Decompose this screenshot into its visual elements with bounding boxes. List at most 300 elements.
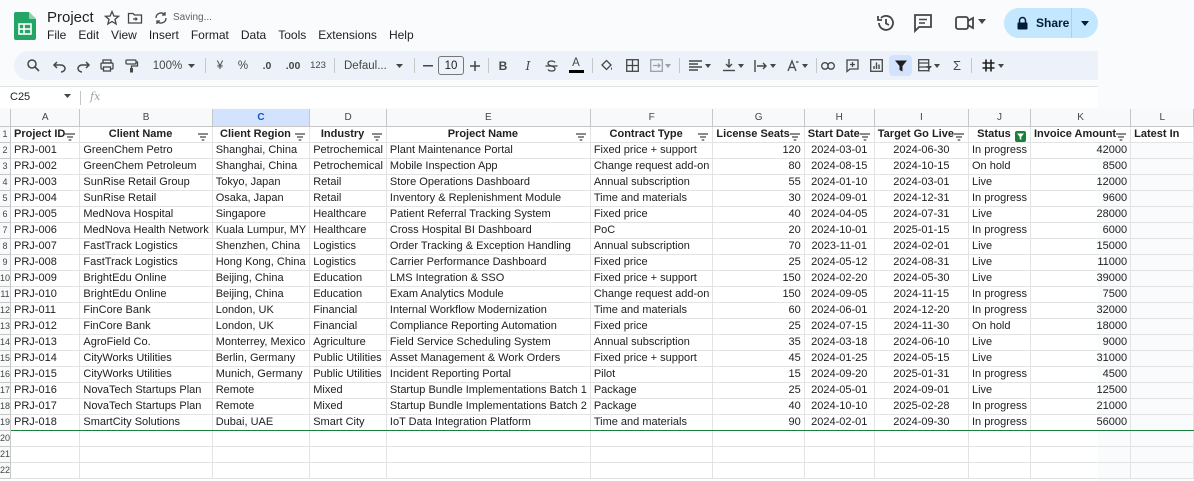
share-main-button[interactable]	[1004, 8, 1072, 38]
cell[interactable]: Cross Hospital BI Dashboard	[386, 222, 590, 238]
cell[interactable]	[1131, 430, 1194, 446]
filter-dropdown-icon[interactable]	[65, 131, 75, 146]
cell[interactable]	[212, 462, 310, 478]
cell[interactable]	[1131, 190, 1194, 206]
zoom-select[interactable]	[149, 57, 199, 74]
cell[interactable]: Fixed price	[590, 254, 713, 270]
menu-extensions[interactable]: Extensions	[318, 28, 377, 42]
cell[interactable]: Retail	[310, 174, 387, 190]
cell[interactable]: 11000	[1031, 254, 1131, 270]
cell[interactable]	[1131, 350, 1194, 366]
cell[interactable]	[80, 430, 212, 446]
header-cell[interactable]	[212, 126, 310, 142]
cell[interactable]: 2024-03-01	[874, 174, 968, 190]
cell[interactable]: FastTrack Logistics	[80, 254, 212, 270]
cell[interactable]: Public Utilities	[310, 366, 387, 382]
decrease-font-size-button[interactable]	[422, 57, 434, 74]
filter-views-button[interactable]	[916, 57, 942, 74]
meet-video-icon[interactable]	[954, 12, 976, 34]
cell[interactable]: 2024-02-01	[804, 414, 874, 430]
cell[interactable]: Financial	[310, 302, 387, 318]
row-number[interactable]: 19	[0, 414, 11, 430]
cell[interactable]: Inventory & Replenishment Module	[386, 190, 590, 206]
cell[interactable]: Petrochemical	[310, 142, 387, 158]
cell[interactable]: 2024-05-01	[804, 382, 874, 398]
functions-button[interactable]	[950, 57, 964, 74]
cell[interactable]	[968, 430, 1030, 446]
cell[interactable]: SmartCity Solutions	[80, 414, 212, 430]
cell[interactable]: In progress	[968, 414, 1030, 430]
cell[interactable]: Live	[968, 254, 1030, 270]
cell[interactable]	[80, 462, 212, 478]
cell[interactable]: Mobile Inspection App	[386, 158, 590, 174]
cell[interactable]: Live	[968, 334, 1030, 350]
row-number[interactable]: 20	[0, 430, 11, 446]
cell[interactable]	[310, 430, 387, 446]
cell[interactable]: 2024-02-20	[804, 270, 874, 286]
cell[interactable]: 12500	[1031, 382, 1131, 398]
meet-caret-icon[interactable]	[978, 19, 986, 25]
filter-dropdown-icon[interactable]	[860, 131, 870, 146]
cell[interactable]: 2024-05-12	[804, 254, 874, 270]
column-header[interactable]: E	[386, 109, 590, 126]
cell[interactable]: Time and materials	[590, 414, 713, 430]
cell[interactable]: Osaka, Japan	[212, 190, 310, 206]
cell[interactable]: 4500	[1031, 366, 1131, 382]
cell[interactable]: 80	[713, 158, 804, 174]
cell[interactable]: LMS Integration & SSO	[386, 270, 590, 286]
cell[interactable]: PRJ-010	[11, 286, 80, 302]
cell[interactable]: IoT Data Integration Platform	[386, 414, 590, 430]
cell[interactable]	[1131, 286, 1194, 302]
horizontal-align-button[interactable]	[687, 57, 713, 74]
cell[interactable]: Healthcare	[310, 206, 387, 222]
cell[interactable]	[1131, 174, 1194, 190]
cell[interactable]: Monterrey, Mexico	[212, 334, 310, 350]
cell[interactable]: Smart City	[310, 414, 387, 430]
cell[interactable]: 2024-09-30	[874, 414, 968, 430]
column-header[interactable]: B	[80, 109, 212, 126]
cell[interactable]: Internal Workflow Modernization	[386, 302, 590, 318]
row-number[interactable]: 13	[0, 318, 11, 334]
header-cell[interactable]	[874, 126, 968, 142]
cell[interactable]: MedNova Hospital	[80, 206, 212, 222]
header-cell[interactable]	[713, 126, 804, 142]
font-size-input[interactable]: 10	[438, 56, 464, 75]
cell[interactable]: 2024-06-30	[874, 142, 968, 158]
cell[interactable]: 55	[713, 174, 804, 190]
cell[interactable]: SunRise Retail Group	[80, 174, 212, 190]
cell[interactable]: Hong Kong, China	[212, 254, 310, 270]
cell[interactable]: Time and materials	[590, 302, 713, 318]
undo-button[interactable]	[51, 57, 67, 74]
row-number[interactable]: 8	[0, 238, 11, 254]
cell[interactable]: Fixed price	[590, 206, 713, 222]
cell[interactable]: Asset Management & Work Orders	[386, 350, 590, 366]
cell[interactable]: NovaTech Startups Plan	[80, 398, 212, 414]
cell[interactable]: PRJ-014	[11, 350, 80, 366]
cell[interactable]: BrightEdu Online	[80, 270, 212, 286]
cell[interactable]: Tokyo, Japan	[212, 174, 310, 190]
cell[interactable]: Berlin, Germany	[212, 350, 310, 366]
cell[interactable]: 2025-02-28	[874, 398, 968, 414]
cell[interactable]	[713, 430, 804, 446]
sheets-logo-icon[interactable]	[14, 12, 36, 40]
filter-dropdown-icon[interactable]	[295, 131, 305, 146]
cell[interactable]: 8500	[1031, 158, 1131, 174]
cell[interactable]: PoC	[590, 222, 713, 238]
cell[interactable]: Live	[968, 238, 1030, 254]
cell[interactable]: Annual subscription	[590, 238, 713, 254]
cell[interactable]	[590, 430, 713, 446]
cell[interactable]: In progress	[968, 190, 1030, 206]
cell[interactable]: 2025-01-15	[874, 222, 968, 238]
column-header[interactable]: A	[11, 109, 80, 126]
create-filter-button[interactable]	[893, 57, 909, 74]
cell[interactable]: Plant Maintenance Portal	[386, 142, 590, 158]
row-number[interactable]: 5	[0, 190, 11, 206]
cell[interactable]: Logistics	[310, 254, 387, 270]
cell[interactable]: 25	[713, 254, 804, 270]
more-options-button[interactable]	[979, 57, 1007, 74]
row-number[interactable]: 11	[0, 286, 11, 302]
cell[interactable]	[11, 430, 80, 446]
cell[interactable]: FinCore Bank	[80, 302, 212, 318]
cell[interactable]: Shenzhen, China	[212, 238, 310, 254]
cell[interactable]: Agriculture	[310, 334, 387, 350]
text-color-button[interactable]	[568, 57, 584, 74]
cell[interactable]: PRJ-003	[11, 174, 80, 190]
header-cell[interactable]	[386, 126, 590, 142]
cell[interactable]	[212, 446, 310, 462]
cell[interactable]: 30	[713, 190, 804, 206]
search-menus-button[interactable]	[25, 57, 41, 74]
cell[interactable]: 120	[713, 142, 804, 158]
row-number[interactable]: 2	[0, 142, 11, 158]
cell[interactable]	[590, 446, 713, 462]
cell[interactable]: 2024-08-31	[874, 254, 968, 270]
column-header[interactable]: D	[310, 109, 387, 126]
cell[interactable]: 2024-07-31	[874, 206, 968, 222]
cell[interactable]: 35	[713, 334, 804, 350]
cell[interactable]: PRJ-013	[11, 334, 80, 350]
cell[interactable]: Fixed price	[590, 318, 713, 334]
cell[interactable]: On hold	[968, 318, 1030, 334]
row-number[interactable]: 3	[0, 158, 11, 174]
menu-help[interactable]: Help	[388, 28, 414, 42]
column-header[interactable]: H	[804, 109, 874, 126]
cell[interactable]: 70	[713, 238, 804, 254]
filter-dropdown-icon[interactable]	[372, 131, 382, 146]
cell[interactable]: Petrochemical	[310, 158, 387, 174]
cell[interactable]: 2024-09-01	[804, 190, 874, 206]
decrease-decimal-button[interactable]	[259, 57, 275, 74]
cell[interactable]	[590, 462, 713, 478]
cell[interactable]	[1131, 334, 1194, 350]
cell[interactable]: Mixed	[310, 398, 387, 414]
cell[interactable]: 2024-01-25	[804, 350, 874, 366]
cell[interactable]: 40	[713, 206, 804, 222]
header-cell[interactable]	[310, 126, 387, 142]
menu-view[interactable]: View	[111, 28, 137, 42]
cell[interactable]: FastTrack Logistics	[80, 238, 212, 254]
cell[interactable]: In progress	[968, 142, 1030, 158]
cell[interactable]	[968, 462, 1030, 478]
cell[interactable]: In progress	[968, 286, 1030, 302]
italic-button[interactable]	[521, 57, 535, 74]
cell[interactable]: Beijing, China	[212, 270, 310, 286]
cell[interactable]: Shanghai, China	[212, 142, 310, 158]
cell[interactable]: 25	[713, 382, 804, 398]
cell[interactable]: 39000	[1031, 270, 1131, 286]
print-button[interactable]	[99, 57, 115, 74]
cell[interactable]: 42000	[1031, 142, 1131, 158]
cell[interactable]: 7500	[1031, 286, 1131, 302]
cell[interactable]: 2024-09-20	[804, 366, 874, 382]
cell[interactable]	[1031, 430, 1131, 446]
version-history-icon[interactable]	[875, 12, 897, 34]
cell[interactable]	[1131, 302, 1194, 318]
column-header[interactable]: J	[968, 109, 1030, 126]
cell[interactable]: Exam Analytics Module	[386, 286, 590, 302]
cell[interactable]	[80, 446, 212, 462]
cell[interactable]: London, UK	[212, 302, 310, 318]
select-all-corner[interactable]	[0, 109, 11, 126]
row-number[interactable]: 10	[0, 270, 11, 286]
cell[interactable]	[1131, 382, 1194, 398]
cell[interactable]: PRJ-018	[11, 414, 80, 430]
cell[interactable]: Order Tracking & Exception Handling	[386, 238, 590, 254]
cell[interactable]: 2024-02-01	[874, 238, 968, 254]
cell[interactable]: Remote	[212, 382, 310, 398]
cell[interactable]: SunRise Retail	[80, 190, 212, 206]
row-number[interactable]: 15	[0, 350, 11, 366]
cell[interactable]: Logistics	[310, 238, 387, 254]
text-wrapping-button[interactable]	[752, 57, 778, 74]
cell[interactable]: 21000	[1031, 398, 1131, 414]
filter-dropdown-icon[interactable]	[198, 131, 208, 146]
cell[interactable]: 2024-06-10	[874, 334, 968, 350]
cell[interactable]: PRJ-007	[11, 238, 80, 254]
cell[interactable]	[310, 446, 387, 462]
cell[interactable]: 2024-06-01	[804, 302, 874, 318]
cell[interactable]: Change request add-on	[590, 286, 713, 302]
cell[interactable]: 18000	[1031, 318, 1131, 334]
cell[interactable]: CityWorks Utilities	[80, 350, 212, 366]
cell[interactable]	[1131, 222, 1194, 238]
insert-chart-button[interactable]	[868, 57, 884, 74]
cell[interactable]: 2024-08-15	[804, 158, 874, 174]
cell[interactable]: 2024-10-10	[804, 398, 874, 414]
cell[interactable]: 56000	[1031, 414, 1131, 430]
row-number[interactable]: 17	[0, 382, 11, 398]
cell[interactable]: FinCore Bank	[80, 318, 212, 334]
cell[interactable]: Startup Bundle Implementations Batch 1	[386, 382, 590, 398]
merge-cells-button[interactable]	[648, 57, 672, 74]
cell[interactable]	[386, 430, 590, 446]
cell[interactable]: Pilot	[590, 366, 713, 382]
borders-button[interactable]	[624, 57, 640, 74]
cell[interactable]: Time and materials	[590, 190, 713, 206]
insert-comment-button[interactable]	[844, 57, 860, 74]
cell[interactable]: 2024-10-01	[804, 222, 874, 238]
row-number[interactable]: 18	[0, 398, 11, 414]
cell[interactable]: 2024-11-30	[874, 318, 968, 334]
cell[interactable]: 2024-05-15	[874, 350, 968, 366]
cell[interactable]	[1131, 158, 1194, 174]
cell[interactable]: 2024-01-10	[804, 174, 874, 190]
cell[interactable]: PRJ-004	[11, 190, 80, 206]
cell[interactable]: 32000	[1031, 302, 1131, 318]
cell[interactable]	[386, 462, 590, 478]
cell[interactable]	[804, 462, 874, 478]
cell[interactable]: PRJ-005	[11, 206, 80, 222]
cell[interactable]	[874, 462, 968, 478]
cell[interactable]: Retail	[310, 190, 387, 206]
cell[interactable]: PRJ-016	[11, 382, 80, 398]
cell[interactable]: Financial	[310, 318, 387, 334]
header-cell[interactable]	[968, 126, 1030, 142]
cell[interactable]: Education	[310, 286, 387, 302]
cell[interactable]	[11, 446, 80, 462]
cell[interactable]: In progress	[968, 222, 1030, 238]
cell[interactable]: 40	[713, 398, 804, 414]
strikethrough-button[interactable]	[544, 57, 558, 74]
cell[interactable]: 25	[713, 318, 804, 334]
share-dropdown[interactable]	[1072, 21, 1098, 26]
cell[interactable]: Munich, Germany	[212, 366, 310, 382]
vertical-align-button[interactable]	[720, 57, 746, 74]
more-formats-button[interactable]	[310, 57, 326, 74]
cell[interactable]: PRJ-009	[11, 270, 80, 286]
cell[interactable]: 90	[713, 414, 804, 430]
fill-color-button[interactable]	[599, 57, 615, 74]
cell[interactable]: Fixed price + support	[590, 270, 713, 286]
cell[interactable]: PRJ-001	[11, 142, 80, 158]
cell[interactable]: Education	[310, 270, 387, 286]
cell[interactable]	[1031, 462, 1131, 478]
cell[interactable]: 15	[713, 366, 804, 382]
cell[interactable]: Patient Referral Tracking System	[386, 206, 590, 222]
cell[interactable]	[1131, 270, 1194, 286]
cell[interactable]: 28000	[1031, 206, 1131, 222]
cell[interactable]: Dubai, UAE	[212, 414, 310, 430]
cell[interactable]: BrightEdu Online	[80, 286, 212, 302]
row-number[interactable]: 16	[0, 366, 11, 382]
row-number[interactable]: 6	[0, 206, 11, 222]
row-number[interactable]: 4	[0, 174, 11, 190]
cell[interactable]: GreenChem Petroleum	[80, 158, 212, 174]
spreadsheet-grid[interactable]	[0, 109, 1180, 481]
cell[interactable]: 9000	[1031, 334, 1131, 350]
menu-file[interactable]: File	[47, 28, 67, 42]
cell[interactable]: Singapore	[212, 206, 310, 222]
cell[interactable]: 2024-10-15	[874, 158, 968, 174]
cell[interactable]	[874, 446, 968, 462]
cell[interactable]: 2024-12-20	[874, 302, 968, 318]
column-header[interactable]: K	[1031, 109, 1131, 126]
cell[interactable]: MedNova Health Network	[80, 222, 212, 238]
row-number[interactable]: 7	[0, 222, 11, 238]
cell[interactable]: Mixed	[310, 382, 387, 398]
cell[interactable]: GreenChem Petro	[80, 142, 212, 158]
cell[interactable]: PRJ-012	[11, 318, 80, 334]
cell[interactable]: Annual subscription	[590, 334, 713, 350]
cell[interactable]	[804, 446, 874, 462]
cell[interactable]: NovaTech Startups Plan	[80, 382, 212, 398]
cell[interactable]: London, UK	[212, 318, 310, 334]
menu-insert[interactable]: Insert	[148, 28, 179, 42]
insert-link-button[interactable]	[820, 57, 836, 74]
cell[interactable]	[1131, 398, 1194, 414]
cell[interactable]	[1131, 206, 1194, 222]
cell[interactable]	[212, 430, 310, 446]
cell[interactable]	[1131, 254, 1194, 270]
column-header[interactable]: I	[874, 109, 968, 126]
cell[interactable]: In progress	[968, 366, 1030, 382]
cell[interactable]: Public Utilities	[310, 350, 387, 366]
cell[interactable]	[1131, 446, 1194, 462]
increase-decimal-button[interactable]	[284, 57, 302, 74]
cell[interactable]: 2024-09-01	[874, 382, 968, 398]
row-number[interactable]: 1	[0, 126, 11, 142]
cell[interactable]: PRJ-006	[11, 222, 80, 238]
cell[interactable]	[1131, 462, 1194, 478]
cell[interactable]: Live	[968, 350, 1030, 366]
filter-dropdown-icon[interactable]	[576, 131, 586, 146]
cell[interactable]: PRJ-002	[11, 158, 80, 174]
cell[interactable]: PRJ-008	[11, 254, 80, 270]
cell[interactable]	[1131, 318, 1194, 334]
redo-button[interactable]	[75, 57, 91, 74]
font-family-select[interactable]	[344, 57, 406, 74]
row-number[interactable]: 9	[0, 254, 11, 270]
cell[interactable]: Package	[590, 382, 713, 398]
name-box[interactable]: C25	[10, 91, 31, 103]
cell[interactable]: 2024-03-18	[804, 334, 874, 350]
cell[interactable]: Carrier Performance Dashboard	[386, 254, 590, 270]
cell[interactable]: Change request add-on	[590, 158, 713, 174]
cell[interactable]	[968, 446, 1030, 462]
cell[interactable]: 2024-11-15	[874, 286, 968, 302]
cell[interactable]: 31000	[1031, 350, 1131, 366]
cell[interactable]: Incident Reporting Portal	[386, 366, 590, 382]
cell[interactable]: Startup Bundle Implementations Batch 2	[386, 398, 590, 414]
cell[interactable]: 9600	[1031, 190, 1131, 206]
cell[interactable]: 45	[713, 350, 804, 366]
cell[interactable]: 150	[713, 270, 804, 286]
cell[interactable]	[713, 462, 804, 478]
cell[interactable]: Package	[590, 398, 713, 414]
cell[interactable]: 2024-04-05	[804, 206, 874, 222]
menu-edit[interactable]: Edit	[78, 28, 100, 42]
cell[interactable]: 15000	[1031, 238, 1131, 254]
cell[interactable]	[1131, 366, 1194, 382]
cell[interactable]: Store Operations Dashboard	[386, 174, 590, 190]
cell[interactable]	[804, 430, 874, 446]
move-folder-icon[interactable]	[127, 10, 143, 26]
cell[interactable]	[1131, 142, 1194, 158]
filter-dropdown-icon[interactable]	[954, 131, 964, 146]
cell[interactable]: Beijing, China	[212, 286, 310, 302]
cell[interactable]: PRJ-017	[11, 398, 80, 414]
cell[interactable]	[310, 462, 387, 478]
cell[interactable]	[1131, 414, 1194, 430]
increase-font-size-button[interactable]	[469, 57, 481, 74]
row-number[interactable]: 21	[0, 446, 11, 462]
cell[interactable]: 6000	[1031, 222, 1131, 238]
cell[interactable]: On hold	[968, 158, 1030, 174]
